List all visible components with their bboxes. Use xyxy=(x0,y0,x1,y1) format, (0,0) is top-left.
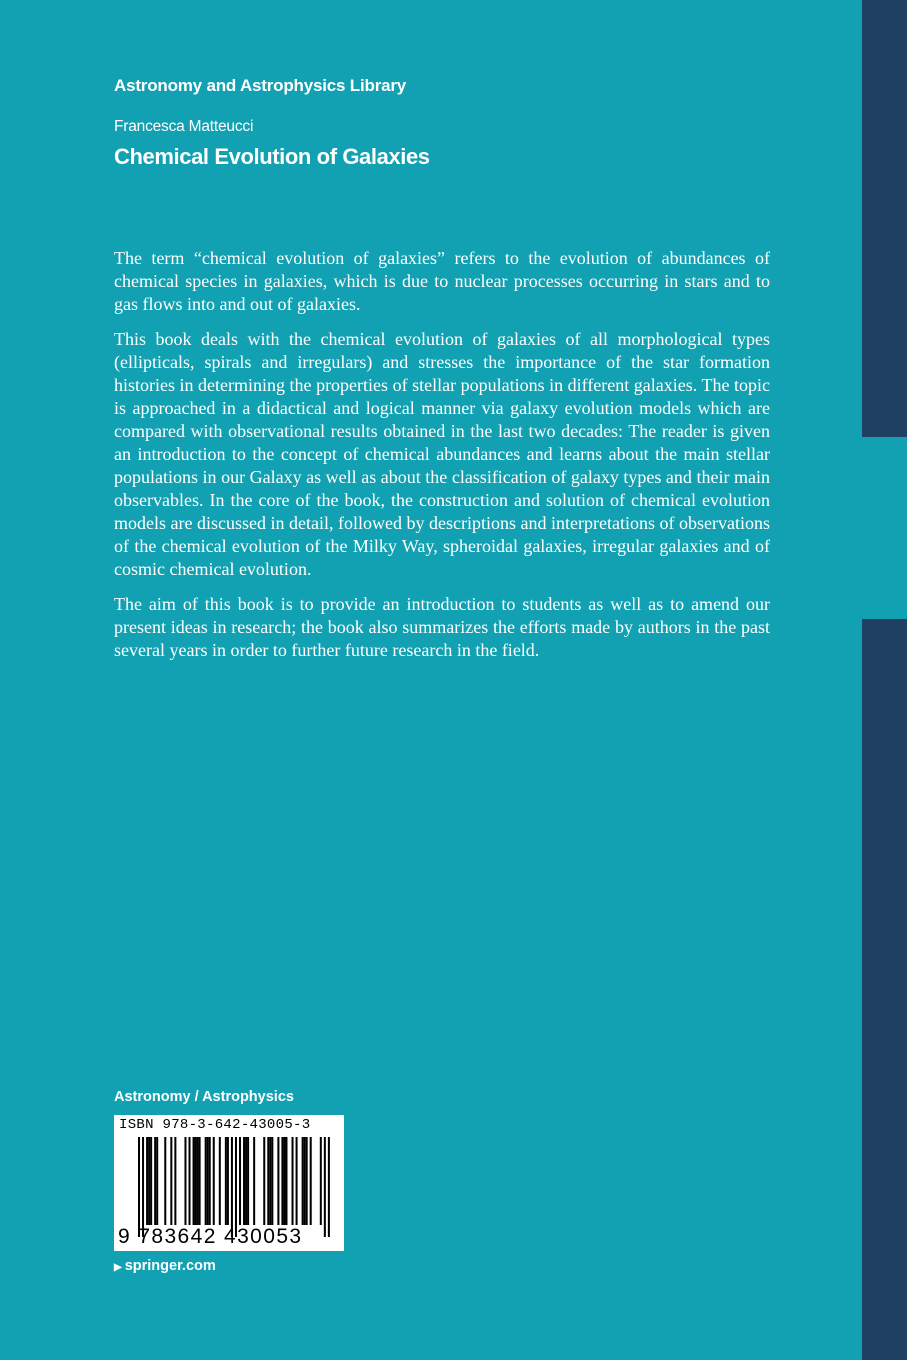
barcode-bar xyxy=(239,1137,241,1225)
barcode-bar xyxy=(199,1137,201,1225)
barcode-bar xyxy=(156,1137,158,1225)
barcode-bar xyxy=(253,1137,255,1225)
barcode-bar xyxy=(328,1137,330,1237)
description-paragraph: The term “chemical evolution of galaxies” refers to the evolution of abundances of chemical species in galaxies, which is due to nuclear processes occurring in stars and to gas flows into and out of galaxies. xyxy=(114,248,770,314)
barcode-bar xyxy=(227,1137,229,1225)
barcode-bar xyxy=(209,1137,211,1225)
barcode-bar xyxy=(205,1137,207,1225)
barcode-bar xyxy=(245,1137,247,1225)
barcode-bar xyxy=(283,1137,285,1225)
barcode-bar xyxy=(277,1137,279,1225)
barcode-bar xyxy=(267,1137,269,1225)
barcode-bar xyxy=(296,1137,298,1225)
book-title: Chemical Evolution of Galaxies xyxy=(114,144,430,169)
series-title: Astronomy and Astrophysics Library xyxy=(114,76,407,95)
barcode-bar xyxy=(225,1137,227,1225)
subject-category: Astronomy / Astrophysics xyxy=(114,1089,294,1105)
spine-band xyxy=(862,0,907,1360)
isbn-label: ISBN 978-3-642-43005-3 xyxy=(119,1117,311,1133)
barcode-bar xyxy=(195,1137,197,1225)
description-paragraph: This book deals with the chemical evolution of galaxies of all morphological types (ellipticals, spirals and irregulars) and stresses the importance of the star formation histories in determining the properties of stellar populations in different galaxies. The topic is approached in a didactical and logical manner via galaxy evolution models which are compared with observational results obtained in the last two decades: The reader is given an introduction to the concept of chemical abundances and learns about the main stellar populations in our Galaxy as well as about the classification of galaxy types and their main observables. In the core of the book, the construction and solution of chemical evolution models are discussed in detail, followed by descriptions and interpretations of observations of the chemical evolution of the Milky Way, spheroidal galaxies, irregular galaxies and of cosmic chemical evolution. xyxy=(114,329,770,579)
ean-digits: 9 783642 430053 xyxy=(118,1225,303,1248)
barcode-bar xyxy=(219,1137,221,1225)
isbn-barcode xyxy=(114,1115,344,1251)
description-paragraph: The aim of this book is to provide an introduction to students as well as to amend our present ideas in research; the book also summarizes the efforts made by authors in the past several years in order to further future research in the field. xyxy=(114,594,770,660)
barcode-bar xyxy=(146,1137,148,1225)
publisher-link[interactable] xyxy=(114,1258,216,1274)
barcode-bar xyxy=(320,1137,322,1225)
barcode-bar xyxy=(247,1137,249,1225)
barcode-bar xyxy=(138,1137,140,1237)
barcode-bar xyxy=(193,1137,195,1225)
barcode-bar xyxy=(304,1137,306,1225)
barcode-bar xyxy=(174,1137,176,1225)
barcode-bar xyxy=(243,1137,245,1225)
barcode-bar xyxy=(306,1137,308,1225)
barcode-bar xyxy=(189,1137,191,1225)
barcode-bar xyxy=(269,1137,271,1225)
spine-band-gap xyxy=(862,437,907,619)
barcode-bar xyxy=(148,1137,150,1225)
author-name: Francesca Matteucci xyxy=(114,118,254,135)
publisher-link-text: springer.com xyxy=(124,1258,216,1274)
barcode-bar xyxy=(263,1137,265,1225)
barcode-bar xyxy=(184,1137,186,1225)
barcode-bar xyxy=(213,1137,215,1225)
barcode-bar xyxy=(150,1137,152,1225)
barcode-bar xyxy=(197,1137,199,1225)
play-arrow-icon: ▶ xyxy=(114,1262,122,1273)
barcode-bar xyxy=(271,1137,273,1225)
barcode-bar xyxy=(310,1137,312,1225)
barcode-bar xyxy=(302,1137,304,1225)
barcode-bar xyxy=(285,1137,287,1225)
barcode-bar xyxy=(207,1137,209,1225)
barcode-bar xyxy=(324,1137,326,1237)
barcode-bar xyxy=(170,1137,172,1225)
barcode-bar xyxy=(142,1137,144,1237)
barcode-bar xyxy=(235,1137,237,1237)
barcode-bar xyxy=(231,1137,233,1237)
barcode-bar xyxy=(292,1137,294,1225)
book-description xyxy=(114,247,770,674)
barcode-bar xyxy=(154,1137,156,1225)
barcode-bar xyxy=(281,1137,283,1225)
barcode-bar xyxy=(164,1137,166,1225)
